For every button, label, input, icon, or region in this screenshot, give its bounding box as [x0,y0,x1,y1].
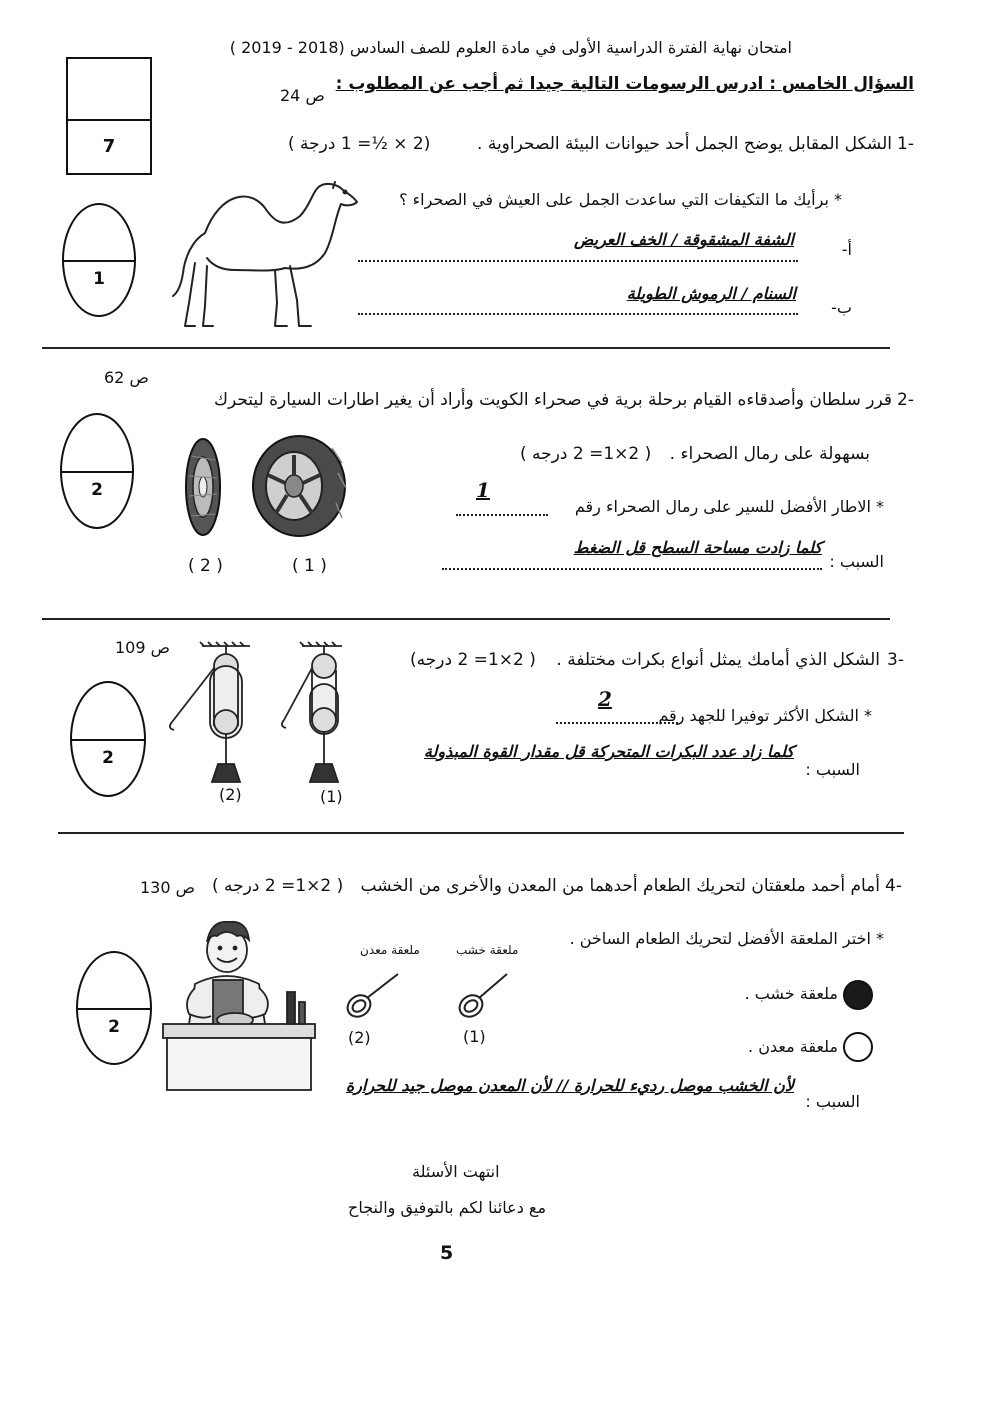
divider-1 [42,347,890,349]
wish-text: مع دعائنا لكم بالتوفيق والنجاح [348,1198,547,1217]
total-score-top [68,59,150,121]
pulley-system-1 [272,640,352,790]
q2-score: 2 [91,479,103,500]
q3-score: 2 [102,747,114,768]
divider-2 [42,618,890,620]
q1-score-oval [62,203,136,317]
end-text: انتهت الأسئلة [412,1162,500,1181]
pulley-label-2: (2) [219,785,242,804]
q3-page-ref: ص 109 [115,638,170,657]
q2-marks: ( 2×1= 2 درجه ) [520,444,652,464]
q1-b-label: ب- [831,298,852,317]
chef-image [155,920,320,1092]
metal-spoon-label: ملعقة معدن [360,943,420,957]
option-metal-radio[interactable] [843,1032,873,1062]
q4-text: أمام أحمد ملعقتان لتحريك الطعام أحدهما من المعدن والأخرى من الخشب [360,876,880,896]
spoon-label-1: (1) [463,1027,486,1046]
q1-b-line [358,313,798,315]
page-number: 5 [440,1242,454,1264]
wide-tire-image [250,433,348,539]
q4-page-ref: ص 130 [140,878,195,897]
q4-score-oval [76,951,152,1065]
q1-number: 1- [897,134,914,154]
camel-image [165,178,370,330]
q1-page-ref: ص 24 [280,86,325,105]
pulley-system-2 [162,640,267,790]
q2-text: قرر سلطان وأصدقاءه القيام برحلة برية في صحراء الكويت وأراد أن يغير اطارات السيارة ليتحرك [213,390,892,410]
q2-answer[interactable]: 1 [476,478,490,502]
q3-answer[interactable]: 2 [598,687,612,711]
narrow-tire-image [183,436,223,538]
q1-a-label: أ- [841,240,852,259]
q1-a-answer[interactable]: الشفة المشقوقة / الخف العريض [574,230,794,249]
q3-reason[interactable]: كلما زاد عدد البكرات المتحركة قل مقدار القوة المبذولة [423,742,794,761]
option-wood-label: ملعقة خشب . [744,984,838,1003]
q2-text2: بسهولة على رمال الصحراء . [669,444,870,464]
option-wood-radio[interactable] [843,980,873,1010]
q1-text: الشكل المقابل يوضح الجمل أحد حيوانات البيئة الصحراوية . [477,134,892,154]
q2-number: 2- [897,390,914,410]
q1-a-line [358,260,798,262]
q2-score-oval [60,413,134,529]
q4-reason-label: السبب : [805,1092,860,1111]
q2-answer-line [456,514,548,516]
wood-spoon-label: ملعقة خشب [456,943,519,957]
q3-text: الشكل الذي أمامك يمثل أنواع بكرات مختلفة . [556,650,880,670]
q4-reason[interactable]: لأن الخشب موصل رديء للحرارة // لأن المعدن موصل جيد للحرارة [345,1076,794,1095]
total-score-box [66,57,152,175]
option-metal-label: ملعقة معدن . [748,1037,838,1056]
metal-spoon-image [343,970,401,1022]
q4-number: 4- [885,876,902,896]
exam-title: امتحان نهاية الفترة الدراسية الأولى في مادة العلوم للصف السادس (2018 - 2019 ) [229,38,792,57]
q4-marks: ( 2×1= 2 درجه ) [212,876,344,896]
question-heading: السؤال الخامس : ادرس الرسومات التالية جيدا ثم أجب عن المطلوب : [335,74,914,94]
q2-page-ref: ص 62 [104,368,149,387]
spoon-label-2: (2) [348,1028,371,1047]
divider-3 [58,832,904,834]
q4-score: 2 [108,1016,120,1037]
q1-b-answer[interactable]: السنام / الرموش الطويلة [626,284,796,303]
q3-score-oval [70,681,146,797]
q1-marks: (2 × ½= 1 درجة ) [288,134,431,154]
q1-prompt: * برأيك ما التكيفات التي ساعدت الجمل على العيش في الصحراء ؟ [399,190,842,209]
q1-score: 1 [93,268,105,289]
q3-marks: ( 2×1= 2 درجه) [410,650,536,670]
q2-reason-label: السبب : [829,552,884,571]
tire-label-1: ( 1 ) [292,556,327,576]
total-score-value: 7 [102,136,116,157]
tire-label-2: ( 2 ) [188,556,223,576]
wood-spoon-image [455,970,510,1022]
pulley-label-1: (1) [320,787,343,806]
q3-reason-label: السبب : [805,760,860,779]
q3-number: 3- [887,650,904,670]
q3-prompt: * الشكل الأكثر توفيرا للجهد رقم [658,706,872,725]
q2-reason-line [442,568,822,570]
q3-answer-line [556,722,678,724]
q2-prompt: * الاطار الأفضل للسير على رمال الصحراء رقم [574,497,884,516]
q2-reason[interactable]: كلما زادت مساحة السطح قل الضغط [573,538,822,557]
q4-prompt: * اختر الملعقة الأفضل لتحريك الطعام الساخن . [569,929,884,948]
